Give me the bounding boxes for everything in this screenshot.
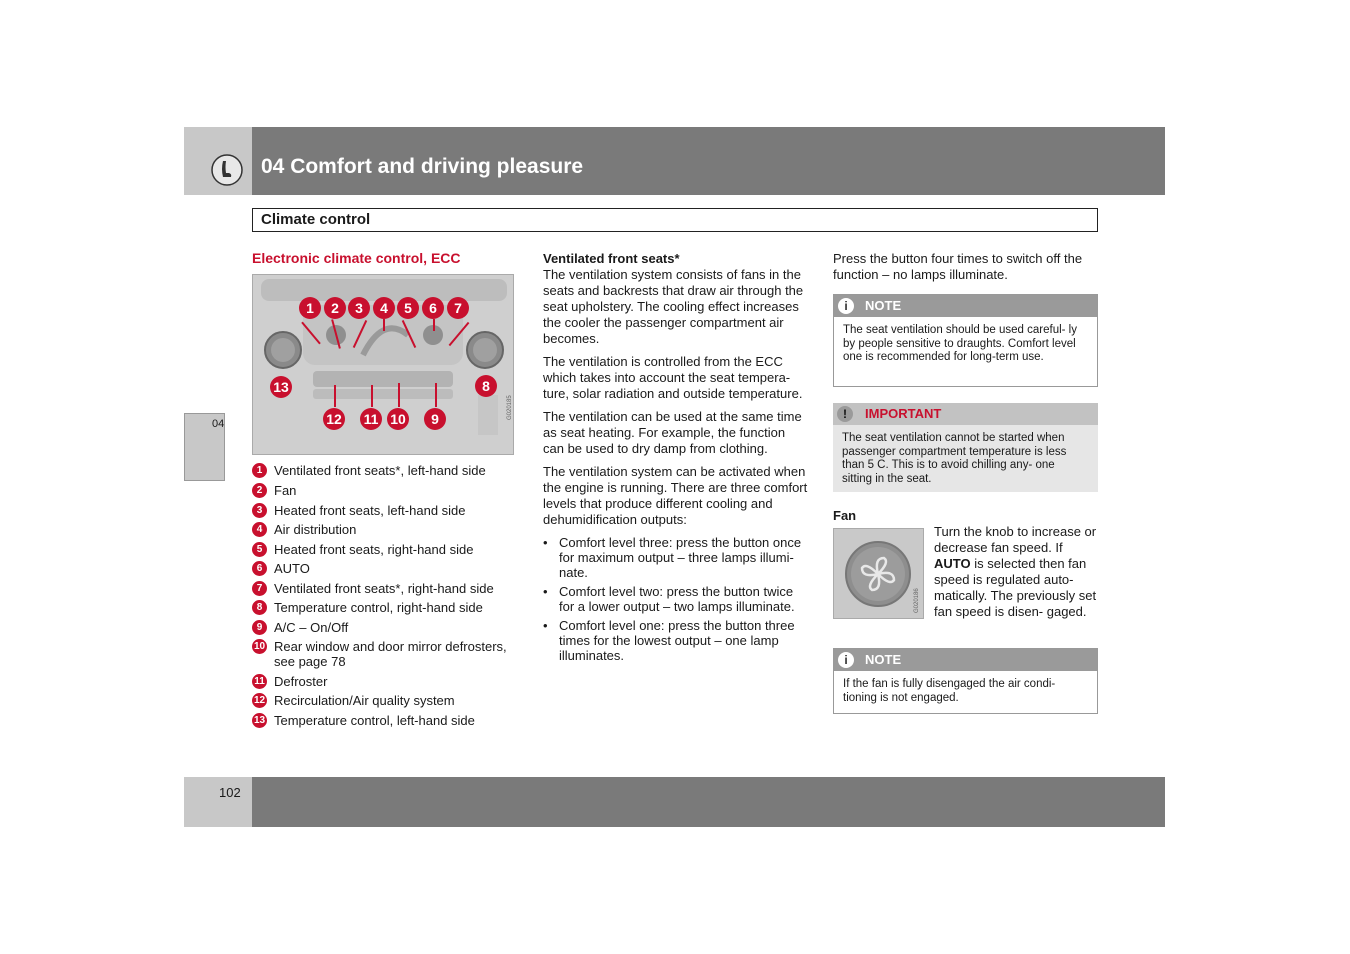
ventilated-paragraph-4: The ventilation system can be activated when the engine is running. There are three comfort levels that produce different cooling and dehumidification outputs: — [543, 464, 808, 527]
callout-12: 12 — [323, 408, 345, 430]
legend-number: 4 — [252, 522, 267, 537]
legend-text: Fan — [274, 483, 297, 498]
callout-line-6 — [433, 319, 435, 331]
callout-13: 13 — [270, 376, 292, 398]
legend-text: Rear window and door mirror defrosters, see page 78 — [274, 639, 507, 669]
fan-text-auto: AUTO — [934, 556, 971, 571]
note-header — [834, 295, 1097, 317]
legend-text: Temperature control, right-hand side — [274, 600, 483, 615]
fan-paragraph — [934, 524, 1099, 620]
fan-text-part-1: Turn the knob to increase or decrease fan speed. If — [934, 524, 1097, 555]
fan-knob-figure — [833, 528, 924, 619]
callout-11: 11 — [360, 408, 382, 430]
info-icon: i — [838, 652, 854, 668]
chapter-title: 04 Comfort and driving pleasure — [261, 155, 584, 178]
bullet-dot: • — [543, 618, 548, 633]
legend-number: 8 — [252, 600, 267, 615]
bullet-text: Comfort level one: press the button three times for the lowest output – one lamp illuminates. — [559, 618, 795, 663]
seat-icon — [211, 154, 243, 186]
warning-icon: ! — [837, 406, 853, 422]
legend-text: Ventilated front seats*, left-hand side — [274, 463, 486, 478]
important-box — [833, 403, 1098, 492]
legend-number: 3 — [252, 503, 267, 518]
bullet-dot: • — [543, 584, 548, 599]
ecc-figure-code: G020185 — [507, 395, 513, 420]
ventilated-paragraph-3: The ventilation can be used at the same time as seat heating. For example, the function can be used to dry damp from clothing. — [543, 409, 802, 456]
callout-line-10 — [398, 383, 400, 407]
note-label: NOTE — [865, 652, 902, 667]
note-text: The seat ventilation should be used careful- ly by people sensitive to draughts. Comfort level one is recommended for long-term use. — [843, 324, 1077, 363]
chapter-side-tab-label: 04 — [212, 418, 225, 430]
ventilated-paragraph-2: The ventilation is controlled from the ECC which takes into account the seat tempera- ture, solar radiation and outside temperature. — [543, 354, 803, 401]
legend-number: 11 — [252, 674, 267, 689]
callout-line-4 — [383, 319, 385, 331]
ecc-panel-figure — [252, 274, 514, 455]
section-title: Climate control — [261, 211, 371, 228]
callout-9: 9 — [424, 408, 446, 430]
page-number: 102 — [219, 785, 241, 800]
legend-text: Heated front seats, right-hand side — [274, 542, 474, 557]
bullet-text: Comfort level three: press the button once for maximum output – three lamps illumi- nate. — [559, 535, 802, 580]
legend-number: 6 — [252, 561, 267, 576]
fan-figure-code: G020186 — [914, 588, 920, 613]
footer-bar — [252, 777, 1165, 827]
legend-text: Temperature control, left-hand side — [274, 713, 475, 728]
callout-8: 8 — [475, 375, 497, 397]
ecc-heading: Electronic climate control, ECC — [252, 250, 461, 266]
callout-7: 7 — [447, 297, 469, 319]
callout-3: 3 — [348, 297, 370, 319]
note-label: NOTE — [865, 298, 902, 313]
callout-2: 2 — [324, 297, 346, 319]
fan-knob-icon — [834, 529, 923, 618]
footer-tab — [184, 777, 252, 827]
fan-heading: Fan — [833, 508, 857, 523]
legend-number: 13 — [253, 715, 266, 726]
callout-1: 1 — [299, 297, 321, 319]
bullet-dot: • — [543, 535, 548, 550]
callout-line-12 — [334, 385, 336, 407]
legend-number: 1 — [252, 463, 267, 478]
legend-number: 9 — [252, 620, 267, 635]
callout-4: 4 — [373, 297, 395, 319]
important-text: The seat ventilation cannot be started when passenger compartment temperature is less than 5 C. This is to avoid chilling any- one sitting in the seat. — [842, 432, 1067, 485]
section-title-box — [252, 208, 1098, 232]
legend-text: Air distribution — [274, 522, 357, 537]
legend-number: 12 — [253, 695, 266, 706]
callout-5: 5 — [397, 297, 419, 319]
callout-line-9 — [435, 383, 437, 407]
legend-text: AUTO — [274, 561, 310, 576]
important-header — [833, 403, 1098, 425]
legend-number: 7 — [252, 581, 267, 596]
legend-text: Heated front seats, left-hand side — [274, 503, 466, 518]
bullet-text: Comfort level two: press the button twice for a lower output – two lamps illuminate. — [559, 584, 795, 614]
ventilated-paragraph-1: The ventilation system consists of fans in the seats and backrests that draw air through the seat upholstery. The cooling effect increases the cooler the passenger compartment air becomes. — [543, 267, 804, 346]
switch-off-paragraph: Press the button four times to switch off the function – no lamps illuminate. — [833, 251, 1083, 282]
legend-text: Recirculation/Air quality system — [274, 693, 455, 708]
note-text: If the fan is fully disengaged the air condi- tioning is not engaged. — [843, 678, 1056, 704]
legend-number: 5 — [252, 542, 267, 557]
info-icon: i — [838, 298, 854, 314]
callout-line-11 — [371, 385, 373, 407]
legend-text: Defroster — [274, 674, 328, 689]
legend-number: 10 — [253, 641, 266, 652]
ventilated-heading: Ventilated front seats* — [543, 251, 680, 266]
legend-text: A/C – On/Off — [274, 620, 349, 635]
callout-10: 10 — [387, 408, 409, 430]
legend-text: Ventilated front seats*, right-hand side — [274, 581, 494, 596]
note-header — [834, 649, 1097, 671]
note-box-ventilation — [833, 294, 1098, 387]
important-label: IMPORTANT — [865, 406, 942, 421]
legend-number: 2 — [252, 483, 267, 498]
fan-text-part-2: is selected then fan speed is regulated auto- matically. The previously set fan speed is disen- gaged. — [934, 556, 1097, 619]
note-box-fan — [833, 648, 1098, 714]
callout-6: 6 — [422, 297, 444, 319]
